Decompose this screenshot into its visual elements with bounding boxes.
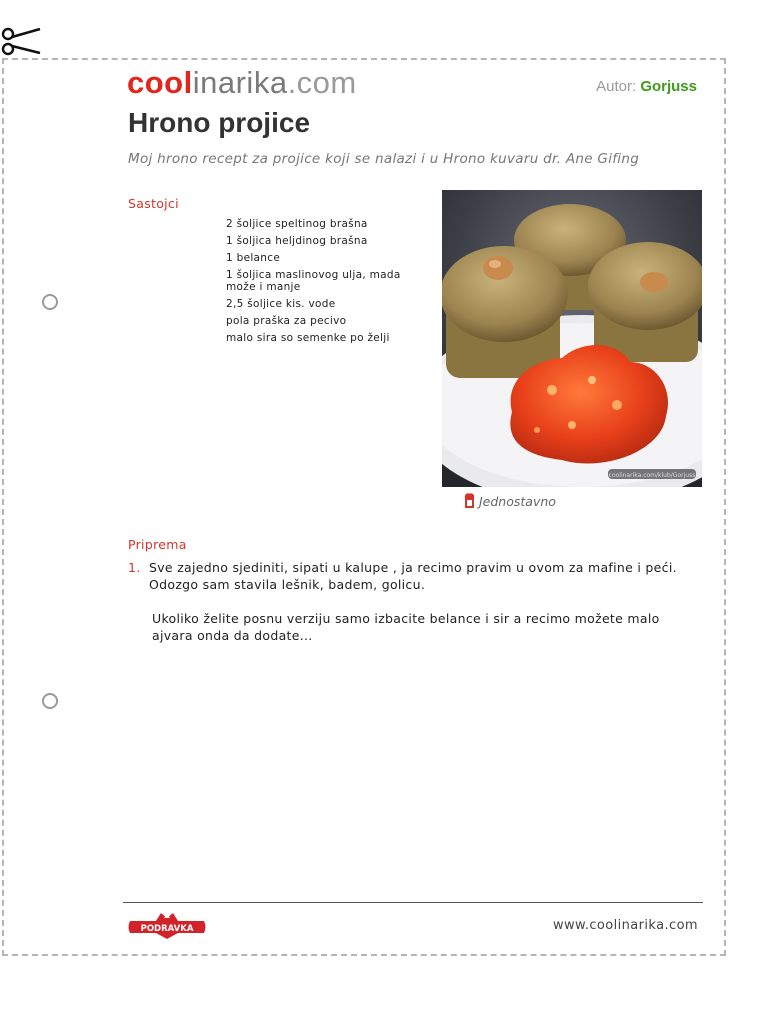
ingredient-item: 2,5 šoljice kis. vode bbox=[226, 298, 336, 310]
author-label: Autor: bbox=[596, 78, 637, 95]
recipe-photo bbox=[442, 190, 702, 487]
preparation-step bbox=[128, 559, 698, 644]
step-note: Ukoliko želite posnu verziju samo izbacite belance i sir a recimo možete malo ajvara onda da dodate... bbox=[152, 611, 660, 643]
difficulty-label: Jednostavno bbox=[479, 493, 556, 509]
author-name-link[interactable]: Gorjuss bbox=[640, 78, 697, 95]
recipe-subtitle: Moj hrono recept za projice koji se nalazi i u Hrono kuvaru dr. Ane Gifing bbox=[128, 151, 640, 167]
author-line bbox=[596, 78, 697, 95]
difficulty-indicator bbox=[463, 492, 556, 510]
logo-part-dotcom: .com bbox=[287, 65, 357, 100]
footer-url-link[interactable]: www.coolinarika.com bbox=[552, 918, 698, 933]
preparation-steps bbox=[128, 559, 698, 644]
step-text: Sve zajedno sjediniti, sipati u kalupe , ja recimo pravim u ovom za mafine i peći. Odozgo sam stavila lešnik, badem, golicu. bbox=[149, 560, 677, 592]
preparation-heading: Priprema bbox=[128, 537, 187, 552]
photo-watermark: coolinarika.com/klub/Gorjuss bbox=[608, 472, 696, 479]
recipe-title: Hrono projice bbox=[128, 107, 311, 138]
step-number: 1. bbox=[128, 560, 141, 575]
chef-hat-icon bbox=[463, 492, 476, 510]
ingredient-item: pola praška za pecivo bbox=[226, 315, 347, 327]
podravka-logo[interactable] bbox=[126, 909, 208, 941]
logo-part-cool: cool bbox=[127, 65, 193, 100]
podravka-logo-text: PODRAVKA bbox=[140, 924, 194, 934]
punch-hole bbox=[42, 294, 58, 310]
ingredient-item: malo sira so semenke po želji bbox=[226, 332, 390, 344]
ingredient-item: 2 šoljice speltinog brašna bbox=[226, 218, 368, 230]
coolinarika-logo[interactable] bbox=[127, 66, 357, 100]
ingredients-heading: Sastojci bbox=[128, 196, 179, 211]
logo-part-inarika: inarika bbox=[192, 65, 288, 100]
ingredients-list bbox=[226, 218, 416, 349]
ingredient-item: 1 šoljica heljdinog brašna bbox=[226, 235, 368, 247]
ingredient-item: 1 šoljica maslinovog ulja, mada može i manje bbox=[226, 269, 401, 293]
ingredient-item: 1 belance bbox=[226, 252, 281, 264]
punch-hole bbox=[42, 693, 58, 709]
footer-divider bbox=[123, 902, 703, 903]
scissors-icon bbox=[0, 26, 44, 58]
